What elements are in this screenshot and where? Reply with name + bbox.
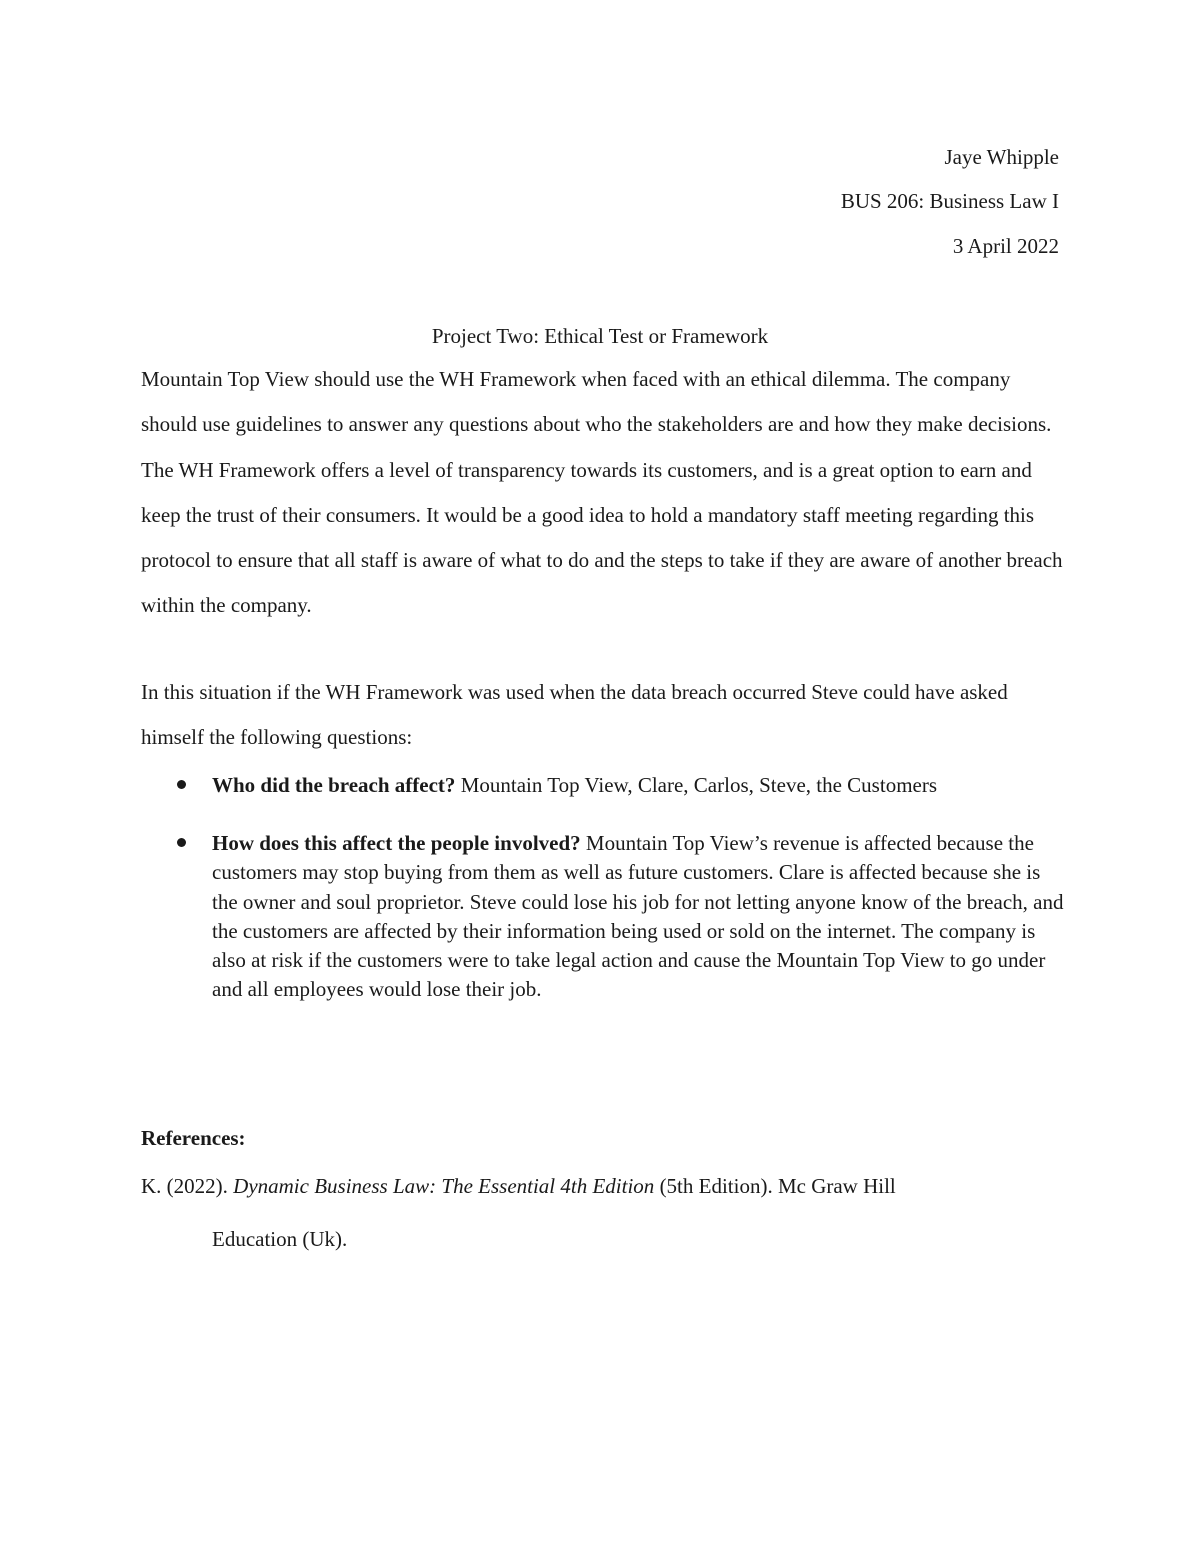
- reference-suffix: (5th Edition). Mc Graw Hill: [654, 1174, 896, 1198]
- bullet-question: How does this affect the people involved?: [212, 831, 581, 856]
- course-name: BUS 206: Business Law I: [840, 189, 1059, 213]
- list-item: [141, 829, 1071, 1004]
- reference-title: Dynamic Business Law: The Essential 4th Edition: [233, 1174, 655, 1198]
- reference-entry: [141, 1160, 1041, 1266]
- document-title: Project Two: Ethical Test or Framework: [431, 324, 769, 348]
- bullet-dot-icon: [177, 780, 186, 789]
- reference-line-1: [141, 1160, 1041, 1213]
- references-heading: References:: [141, 1126, 246, 1150]
- body-paragraph-1: Mountain Top View should use the WH Framework when faced with an ethical dilemma. The company should use guidelines to answer any questions about who the stakeholders are and how they make decisions. The WH Framework offers a level of transparency towards its customers, and is a great option to earn and keep the trust of their consumers. It would be a good idea to hold a mandatory staff meeting regarding this protocol to ensure that all staff is aware of what to do and the steps to take if they are aware of another breach within the company.: [141, 367, 1063, 618]
- list-item: [141, 771, 1071, 800]
- document-date: 3 April 2022: [952, 234, 1059, 258]
- question-list: [141, 771, 1071, 1004]
- reference-prefix: K. (2022).: [141, 1174, 234, 1198]
- reference-line-2: Education (Uk).: [212, 1227, 348, 1251]
- author-name: Jaye Whipple: [944, 145, 1059, 169]
- bullet-dot-icon: [177, 838, 186, 847]
- bullet-question: Who did the breach affect?: [212, 773, 456, 797]
- body-paragraph-2: In this situation if the WH Framework was used when the data breach occurred Steve could have asked himself the following questions:: [141, 680, 1008, 750]
- bullet-answer: Mountain Top View’s revenue is affected because the customers may stop buying from them as well as future customers. Clare is affected because she is the owner and soul proprietor. Steve could lose his job for not letting anyone know of the breach, and the customers are affected by their information being used or sold on the internet. The company is also at risk if the customers were to take legal action and cause the Mountain Top View to go under and all employees would lose their job.: [212, 831, 1064, 1002]
- bullet-answer: Mountain Top View, Clare, Carlos, Steve, the Customers: [455, 773, 938, 797]
